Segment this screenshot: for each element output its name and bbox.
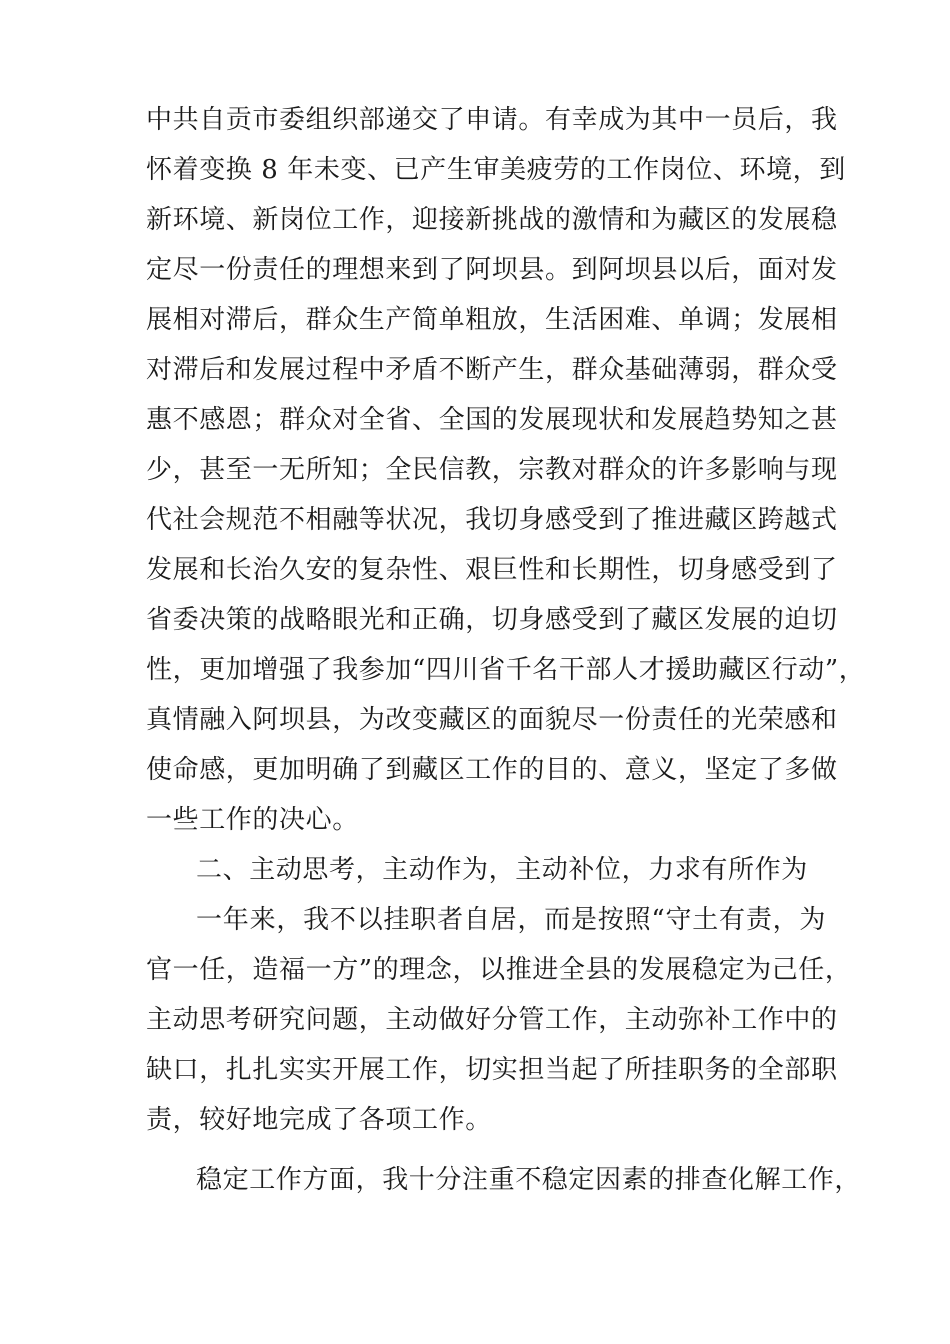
text-line: 稳定工作方面，我十分注重不稳定因素的排查化解工作， bbox=[196, 1165, 862, 1195]
text-line: 官一任，造福一方”的理念，以推进全县的发展稳定为己任， bbox=[146, 955, 852, 985]
text-line: 少，甚至一无所知；全民信教，宗教对群众的许多影响与现 bbox=[146, 455, 838, 485]
section-heading: 二、主动思考，主动作为，主动补位，力求有所作为 bbox=[196, 855, 808, 885]
text-line: 惠不感恩；群众对全省、全国的发展现状和发展趋势知之甚 bbox=[146, 405, 838, 435]
text-line: 使命感，更加明确了到藏区工作的目的、意义，坚定了多做 bbox=[146, 755, 838, 785]
text-line: 责，较好地完成了各项工作。 bbox=[146, 1105, 492, 1135]
text-line: 代社会规范不相融等状况，我切身感受到了推进藏区跨越式 bbox=[146, 505, 838, 535]
text-line: 发展和长治久安的复杂性、艰巨性和长期性，切身感受到了 bbox=[146, 555, 838, 585]
text-line: 性，更加增强了我参加“四川省千名干部人才援助藏区行动”， bbox=[146, 655, 866, 685]
text-line: 中共自贡市委组织部递交了申请。有幸成为其中一员后，我 bbox=[146, 105, 838, 135]
text-line: 真情融入阿坝县，为改变藏区的面貌尽一份责任的光荣感和 bbox=[146, 705, 838, 735]
text-line: 一些工作的决心。 bbox=[146, 805, 359, 835]
text-line: 怀着变换 8 年未变、已产生审美疲劳的工作岗位、环境，到 bbox=[146, 155, 846, 185]
text-line: 定尽一份责任的理想来到了阿坝县。到阿坝县以后，面对发 bbox=[146, 255, 838, 285]
text-line: 对滞后和发展过程中矛盾不断产生，群众基础薄弱，群众受 bbox=[146, 355, 838, 385]
text-line: 新环境、新岗位工作，迎接新挑战的激情和为藏区的发展稳 bbox=[146, 205, 838, 235]
text-line: 展相对滞后，群众生产简单粗放，生活困难、单调；发展相 bbox=[146, 305, 838, 335]
text-line: 一年来，我不以挂职者自居，而是按照“守土有责，为 bbox=[196, 905, 826, 935]
text-line: 省委决策的战略眼光和正确，切身感受到了藏区发展的迫切 bbox=[146, 605, 838, 635]
text-line: 缺口，扎扎实实开展工作，切实担当起了所挂职务的全部职 bbox=[146, 1055, 838, 1085]
text-line: 主动思考研究问题，主动做好分管工作，主动弥补工作中的 bbox=[146, 1005, 838, 1035]
